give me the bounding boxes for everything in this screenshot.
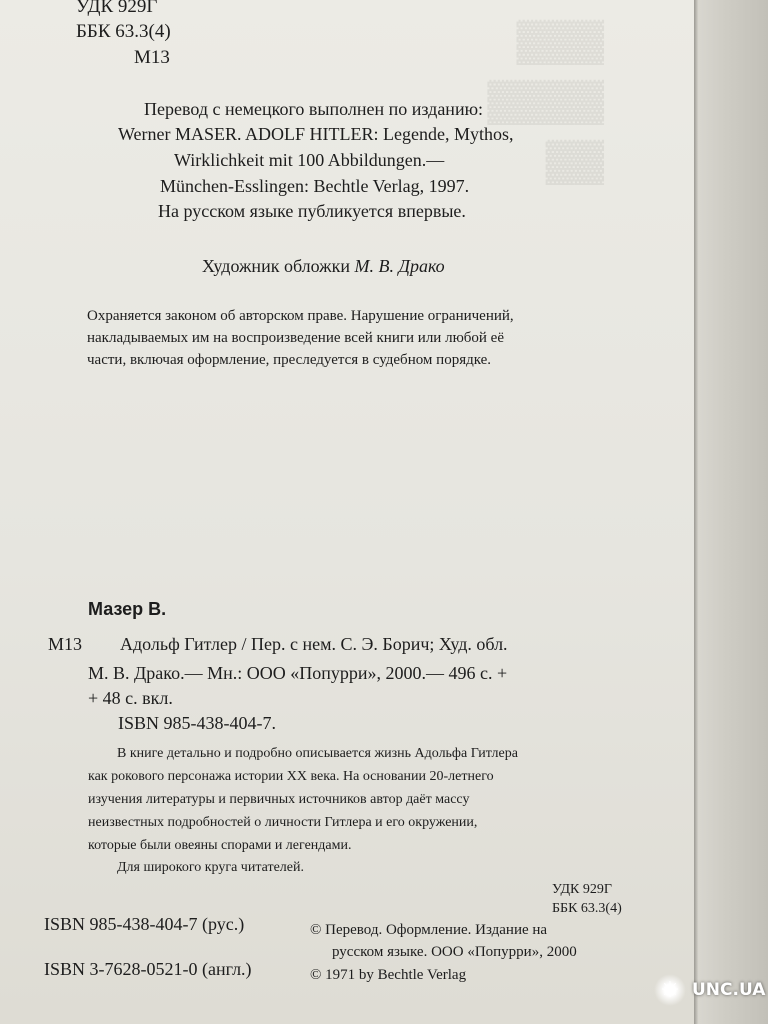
audience: Для широкого круга читателей. [117,860,305,875]
copyright-translation-line: русском языке. ООО «Попурри», 2000 [332,944,577,960]
annotation-line: изучения литературы и первичных источников автор даёт массу [88,792,470,807]
snowflake-icon: ✳ [654,974,686,1006]
header-code: М13 [134,47,170,68]
copyright-original: © 1971 by Bechtle Verlag [310,967,467,983]
watermark-text: UNC.UA [692,980,766,1000]
copyright-line: части, включая оформление, преследуется в судебном порядке. [87,352,492,368]
cover-artist [202,256,445,277]
cover-artist-name: М. В. Драко [354,256,445,276]
translation-line: Werner MASER. ADOLF HITLER: Legende, Mythos, [118,124,514,144]
translation-line: Wirklichkeit mit 100 Abbildungen.— [174,150,445,170]
footer-bbk: ББК 63.3(4) [552,901,622,916]
translation-line: На русском языке публикуется впервые. [158,201,466,221]
card-line: М. В. Драко.— Мн.: ООО «Попурри», 2000.— 496 с. + [88,663,508,683]
card-author: Мазер В. [88,599,167,619]
isbn-de: ISBN 3-7628-0521-0 (англ.) [44,959,252,979]
card-code: М13 [48,634,83,654]
watermark [654,962,768,1018]
cover-artist-label: Художник обложки [202,256,350,276]
copyright-line: накладываемых им на воспроизведение всей книги или любой её [87,330,504,346]
show-through-print: ▓▓▓ ▓▓▓▓ ▓▓ [487,17,604,182]
translation-line: Перевод с немецкого выполнен по изданию: [144,99,484,119]
annotation-line: которые были овеяны спорами и легендами. [88,838,352,853]
annotation-line: как рокового персонажа истории XX века. На основании 20-летнего [88,769,494,784]
card-isbn: ISBN 985-438-404-7. [118,713,276,733]
annotation-line: В книге детально и подробно описывается жизнь Адольфа Гитлера [117,746,518,761]
annotation-line: неизвестных подробностей о личности Гитлера и его окружении, [88,815,478,830]
copyright-line: Охраняется законом об авторском праве. Нарушение ограничений, [87,308,514,324]
isbn-ru: ISBN 985-438-404-7 (рус.) [44,914,245,934]
copyright-translation-line: © Перевод. Оформление. Издание на [310,922,548,938]
translation-line: München-Esslingen: Bechtle Verlag, 1997. [160,176,470,196]
card-line: Адольф Гитлер / Пер. с нем. С. Э. Борич; Худ. обл. [120,634,508,654]
header-udk: УДК 929Г [76,0,158,17]
card-line: + 48 с. вкл. [88,688,173,708]
page-edge [694,0,768,1024]
header-bbk: ББК 63.3(4) [76,21,171,42]
footer-udk: УДК 929Г [552,882,612,897]
